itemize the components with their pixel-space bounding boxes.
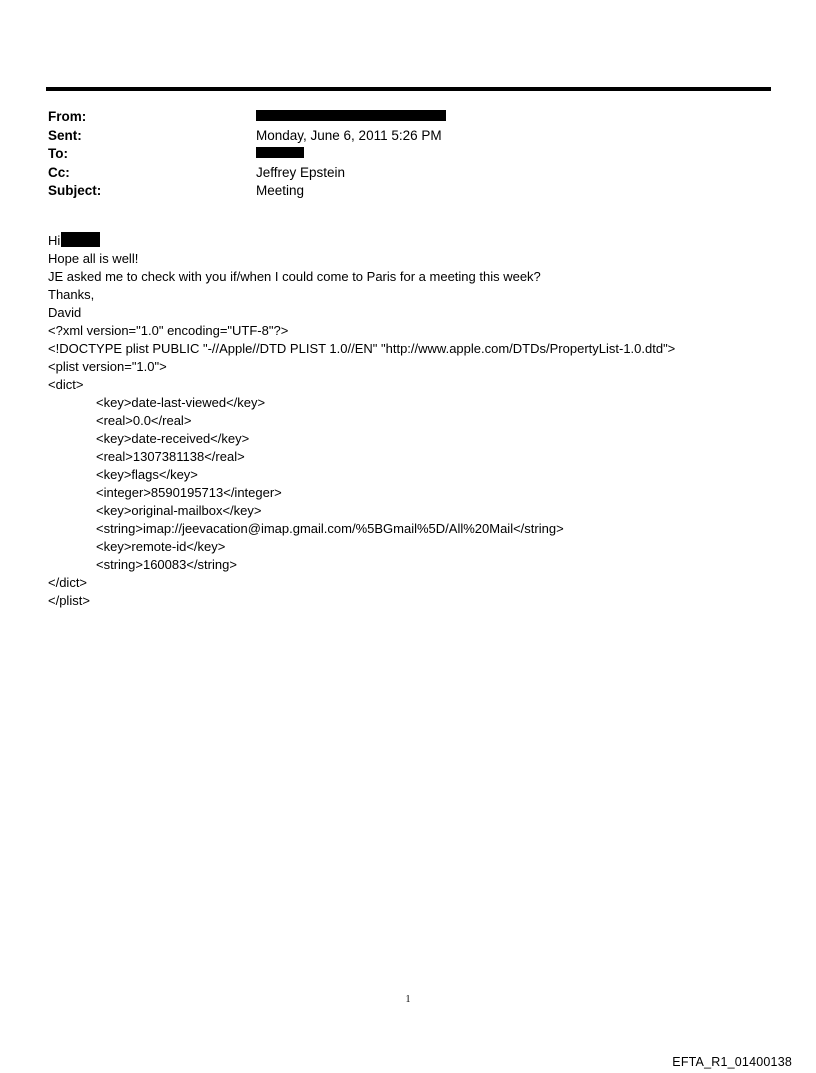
redaction-bar	[256, 110, 446, 121]
body-line: Hope all is well!	[48, 251, 139, 266]
body-line: <plist version="1.0">	[48, 359, 167, 374]
header-rule	[46, 87, 771, 91]
dict-line: <real>0.0</real>	[96, 413, 192, 428]
greeting-text: Hi	[48, 233, 61, 248]
cc-label: Cc:	[48, 164, 70, 180]
from-label: From:	[48, 109, 87, 124]
subject-value: Meeting	[256, 183, 305, 198]
dict-line: <key>date-received</key>	[96, 431, 250, 446]
dict-line: <key>date-last-viewed</key>	[96, 395, 266, 410]
dict-line: <real>1307381138</real>	[96, 449, 245, 464]
body-line: David	[48, 305, 82, 320]
dict-line: <key>original-mailbox</key>	[96, 503, 262, 518]
dict-line: <integer>8590195713</integer>	[96, 485, 282, 500]
from-row	[48, 108, 748, 127]
document-id: EFTA_R1_01400138	[672, 1055, 792, 1069]
body-line: <?xml version="1.0" encoding="UTF-8"?>	[48, 323, 289, 338]
dict-line: <string>imap://jeevacation@imap.gmail.com/%5BGmail%5D/All%20Mail</string>	[96, 521, 564, 536]
closing-line: </plist>	[48, 593, 90, 608]
subject-row	[48, 182, 748, 201]
dict-line: <string>160083</string>	[96, 557, 237, 572]
redaction-bar	[61, 232, 100, 247]
dict-line: <key>remote-id</key>	[96, 539, 226, 554]
closing-line: </dict>	[48, 575, 88, 590]
sent-label: Sent:	[48, 127, 82, 143]
subject-label: Subject:	[48, 183, 102, 198]
sent-value: Monday, June 6, 2011 5:26 PM	[256, 127, 442, 143]
body-lines	[48, 250, 788, 394]
redaction-bar	[256, 147, 304, 158]
body-line: Thanks,	[48, 287, 95, 302]
body-line: <!DOCTYPE plist PUBLIC "-//Apple//DTD PLIST 1.0//EN" "http://www.apple.com/DTDs/PropertyList-1.0.dtd">	[48, 341, 676, 356]
email-body	[48, 232, 788, 610]
greeting-line	[48, 232, 788, 250]
body-line: JE asked me to check with you if/when I could come to Paris for a meeting this week?	[48, 269, 541, 284]
sent-row	[48, 127, 748, 146]
body-line: <dict>	[48, 377, 84, 392]
to-value	[256, 145, 304, 164]
dict-lines	[48, 394, 788, 574]
to-row	[48, 145, 748, 164]
cc-value: Jeffrey Epstein	[256, 164, 346, 180]
page-number: 1	[405, 994, 411, 1005]
dict-line: <key>flags</key>	[96, 467, 198, 482]
cc-row	[48, 164, 748, 183]
closing-lines	[48, 574, 788, 610]
email-header	[48, 108, 748, 201]
from-value	[256, 108, 446, 127]
to-label: To:	[48, 146, 68, 161]
